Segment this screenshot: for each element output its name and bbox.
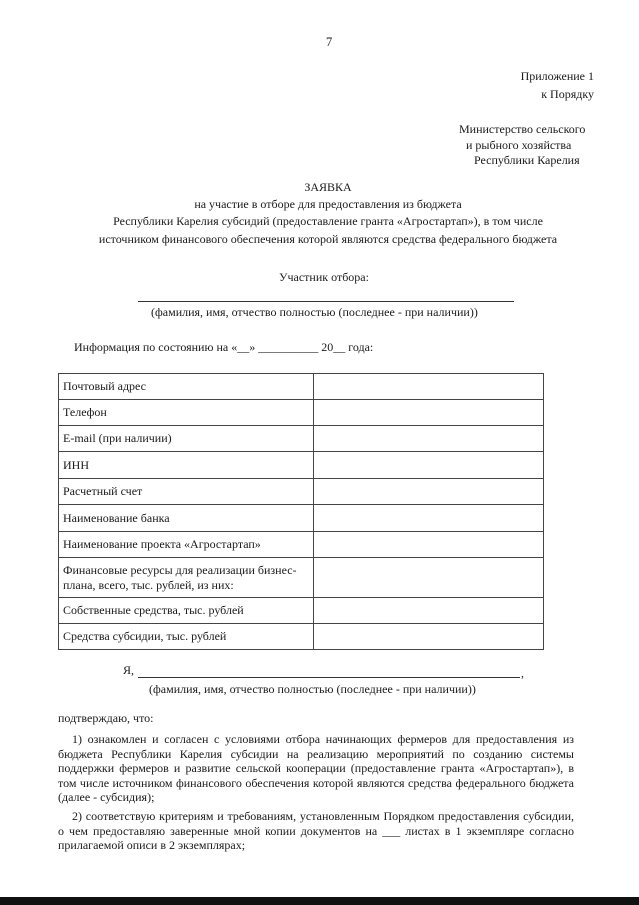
row-value-inn[interactable] — [314, 452, 544, 479]
row-value-postal-address[interactable] — [314, 374, 544, 400]
title-line-3: источником финансового обеспечения которой являются средства федерального бюджета — [98, 232, 558, 246]
confirm-intro: подтверждаю, что: — [58, 711, 154, 725]
row-value-subsidy-funds[interactable] — [314, 624, 544, 650]
declarant-hint: (фамилия, имя, отчество полностью (последнее - при наличии)) — [149, 682, 476, 696]
row-label-bank-account: Расчетный счет — [59, 479, 314, 505]
table-row — [59, 558, 544, 598]
table-row — [59, 505, 544, 532]
confirm-item-1: 1) ознакомлен и согласен с условиями отбора начинающих фермеров для предоставления из бюджета Республики Карелия субсидии на реализацию мероприятий по созданию системы поддержки фермеров и развитие сельской кооперации (предоставление гранта «Агростартап»), в том числе источником финансового обеспечения которой являются средства федерального бюджета (далее - субсидия); — [58, 732, 574, 804]
row-value-bank-account[interactable] — [314, 479, 544, 505]
row-label-own-funds: Собственные средства, тыс. рублей — [59, 598, 314, 624]
row-label-project-name: Наименование проекта «Агростартап» — [59, 532, 314, 558]
appendix-line-2: к Порядку — [541, 87, 594, 101]
table-row — [59, 598, 544, 624]
scan-bottom-edge — [0, 897, 639, 905]
appendix-line-1: Приложение 1 — [520, 69, 594, 83]
table-row — [59, 624, 544, 650]
row-label-financial-resources: Финансовые ресурсы для реализации бизнес-плана, всего, тыс. рублей, из них: — [59, 558, 314, 598]
table-row — [59, 426, 544, 452]
row-value-email[interactable] — [314, 426, 544, 452]
table-row — [59, 400, 544, 426]
table-row — [59, 452, 544, 479]
row-label-bank-name: Наименование банка — [59, 505, 314, 532]
participant-info-table — [58, 373, 544, 650]
table-row — [59, 532, 544, 558]
page-number: 7 — [326, 35, 333, 49]
document-title: ЗАЯВКА — [304, 180, 352, 194]
title-line-1: на участие в отборе для предоставления из бюджета — [194, 197, 462, 211]
row-value-bank-name[interactable] — [314, 505, 544, 532]
row-value-financial-resources[interactable] — [314, 558, 544, 598]
participant-label: Участник отбора: — [279, 270, 369, 284]
row-label-phone: Телефон — [59, 400, 314, 426]
confirm-item-2: 2) соответствую критериям и требованиям, установленным Порядком предоставления субсидии, о чем предоставляю заверенные мной копии документов на ___ листах в 1 экземпляре согласно прилагаемой описи в 2 экземплярах; — [58, 809, 574, 852]
declarant-name-line[interactable] — [138, 677, 520, 678]
row-label-email: E-mail (при наличии) — [59, 426, 314, 452]
row-value-own-funds[interactable] — [314, 598, 544, 624]
row-value-project-name[interactable] — [314, 532, 544, 558]
table-row — [59, 374, 544, 400]
declarant-prefix: Я, — [123, 663, 135, 677]
table-row — [59, 479, 544, 505]
recipient-line-2: и рыбного хозяйства — [466, 138, 572, 152]
row-value-phone[interactable] — [314, 400, 544, 426]
row-label-postal-address: Почтовый адрес — [59, 374, 314, 400]
declarant-suffix: , — [521, 666, 524, 680]
participant-name-line[interactable] — [138, 301, 514, 302]
title-line-2: Республики Карелия субсидий (предоставление гранта «Агростартап»), в том числе — [113, 214, 543, 228]
recipient-line-3: Республики Карелия — [474, 153, 580, 167]
row-label-inn: ИНН — [59, 452, 314, 479]
participant-hint: (фамилия, имя, отчество полностью (последнее - при наличии)) — [151, 305, 478, 319]
recipient-line-1: Министерство сельского — [459, 122, 586, 136]
row-label-subsidy-funds: Средства субсидии, тыс. рублей — [59, 624, 314, 650]
info-date-line: Информация по состоянию на «__» __________ 20__ года: — [74, 340, 374, 354]
